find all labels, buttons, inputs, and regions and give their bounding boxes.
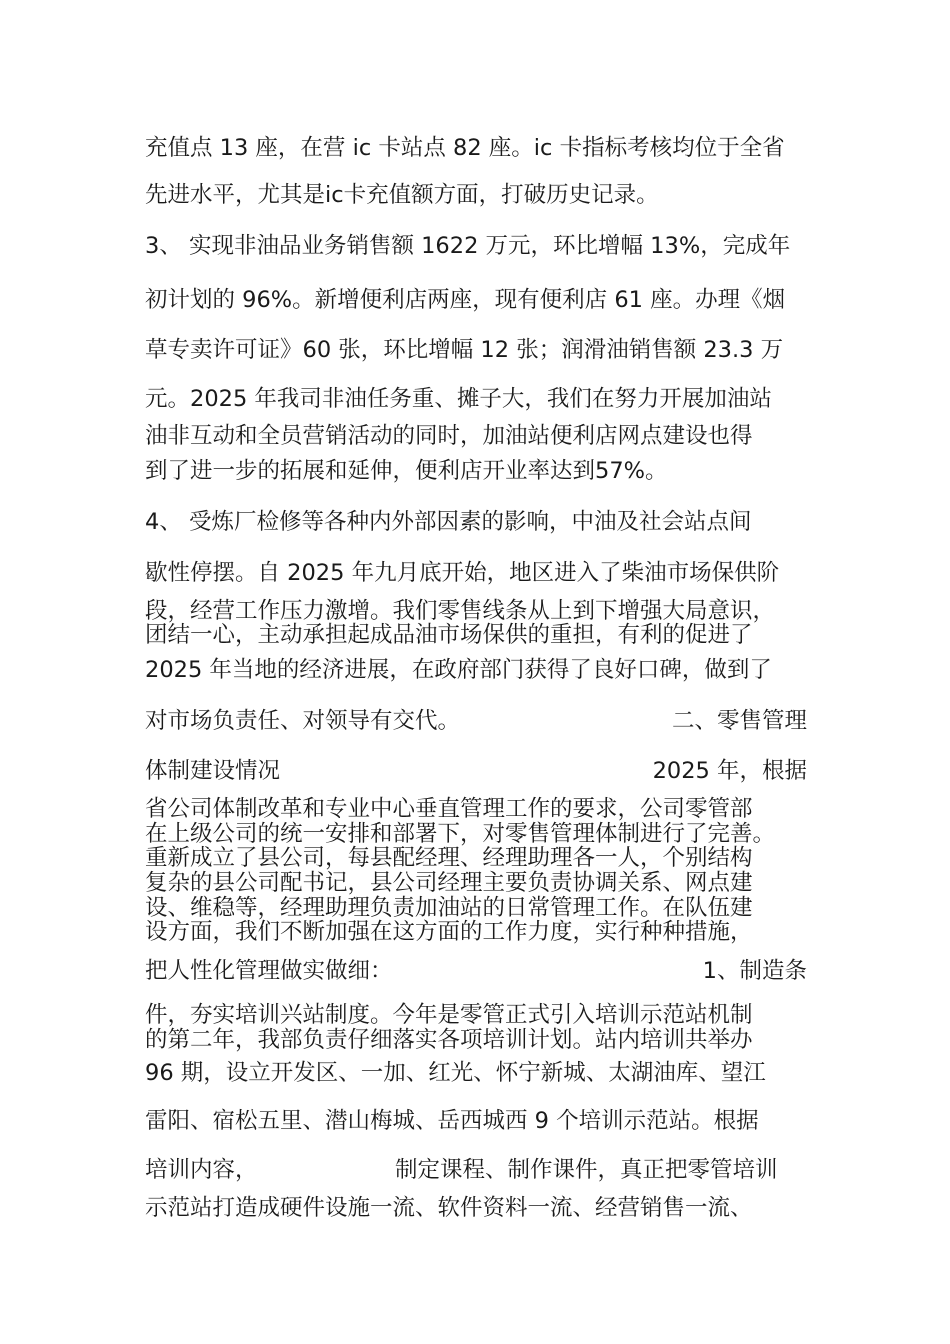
section-heading-cont: 体制建设情况 [145,758,281,784]
text-line-right: 制定课程、制作课件，真正把零管培训 [395,1157,778,1183]
text-line-split [145,1155,807,1185]
text-line-left: 把人性化管理做实做细： [145,958,393,984]
section-heading: 二、零售管理 [671,708,807,734]
text-line: 2025 年当地的经济进展，在政府部门获得了良好口碑，做到了 [145,657,772,683]
text-line-right: 2025 年，根据 [652,758,807,784]
text-line: 复杂的县公司配书记，县公司经理主要负责协调关系、网点建 [145,870,753,896]
text-line: 4、 受炼厂检修等各种内外部因素的影响，中油及社会站点间 [145,509,752,535]
text-line: 示范站打造成硬件设施一流、软件资料一流、经营销售一流、 [145,1195,753,1221]
text-line: 初计划的 96%。新增便利店两座，现有便利店 61 座。办理《烟 [145,287,786,313]
text-line: 设方面，我们不断加强在这方面的工作力度，实行种种措施， [145,919,753,945]
text-line: 的第二年，我部负责仔细落实各项培训计划。站内培训共举办 [145,1027,753,1053]
text-line-left: 培训内容， [145,1157,258,1183]
text-line: 省公司体制改革和专业中心垂直管理工作的要求，公司零管部 [145,796,753,822]
list-item-heading: 1、制造条 [702,958,807,984]
text-line-left: 对市场负责任、对领导有交代。 [145,708,461,734]
text-line-split [145,706,807,736]
text-line: 设、维稳等，经理助理负责加油站的日常管理工作。在队伍建 [145,895,753,921]
text-line: 件，夯实培训兴站制度。今年是零管正式引入培训示范站机制 [145,1002,753,1028]
text-line-split [145,956,807,986]
text-line: 团结一心，主动承担起成品油市场保供的重担，有利的促进了 [145,622,753,648]
text-line: 元。2025 年我司非油任务重、摊子大，我们在努力开展加油站 [145,386,772,412]
text-line: 雷阳、宿松五里、潜山梅城、岳西城西 9 个培训示范站。根据 [145,1108,759,1134]
text-line: 充值点 13 座，在营 ic 卡站点 82 座。ic 卡指标考核均位于全省 [145,135,785,161]
text-line: 到了进一步的拓展和延伸，便利店开业率达到57%。 [145,458,668,484]
text-line: 草专卖许可证》60 张，环比增幅 12 张；润滑油销售额 23.3 万 [145,337,784,363]
text-line: 96 期，设立开发区、一加、红光、怀宁新城、太湖油库、望江 [145,1060,766,1086]
text-line: 3、 实现非油品业务销售额 1622 万元，环比增幅 13%，完成年 [145,233,791,259]
text-line-split [145,756,807,786]
text-line: 先进水平，尤其是ic卡充值额方面，打破历史记录。 [145,182,659,208]
text-line: 重新成立了县公司，每县配经理、经理助理各一人，个别结构 [145,845,753,871]
text-line: 段，经营工作压力激增。我们零售线条从上到下增强大局意识， [145,598,776,624]
text-line: 歇性停摆。自 2025 年九月底开始，地区进入了柴油市场保供阶 [145,560,780,586]
text-line: 油非互动和全员营销活动的同时，加油站便利店网点建设也得 [145,423,753,449]
text-line: 在上级公司的统一安排和部署下，对零售管理体制进行了完善。 [145,821,776,847]
